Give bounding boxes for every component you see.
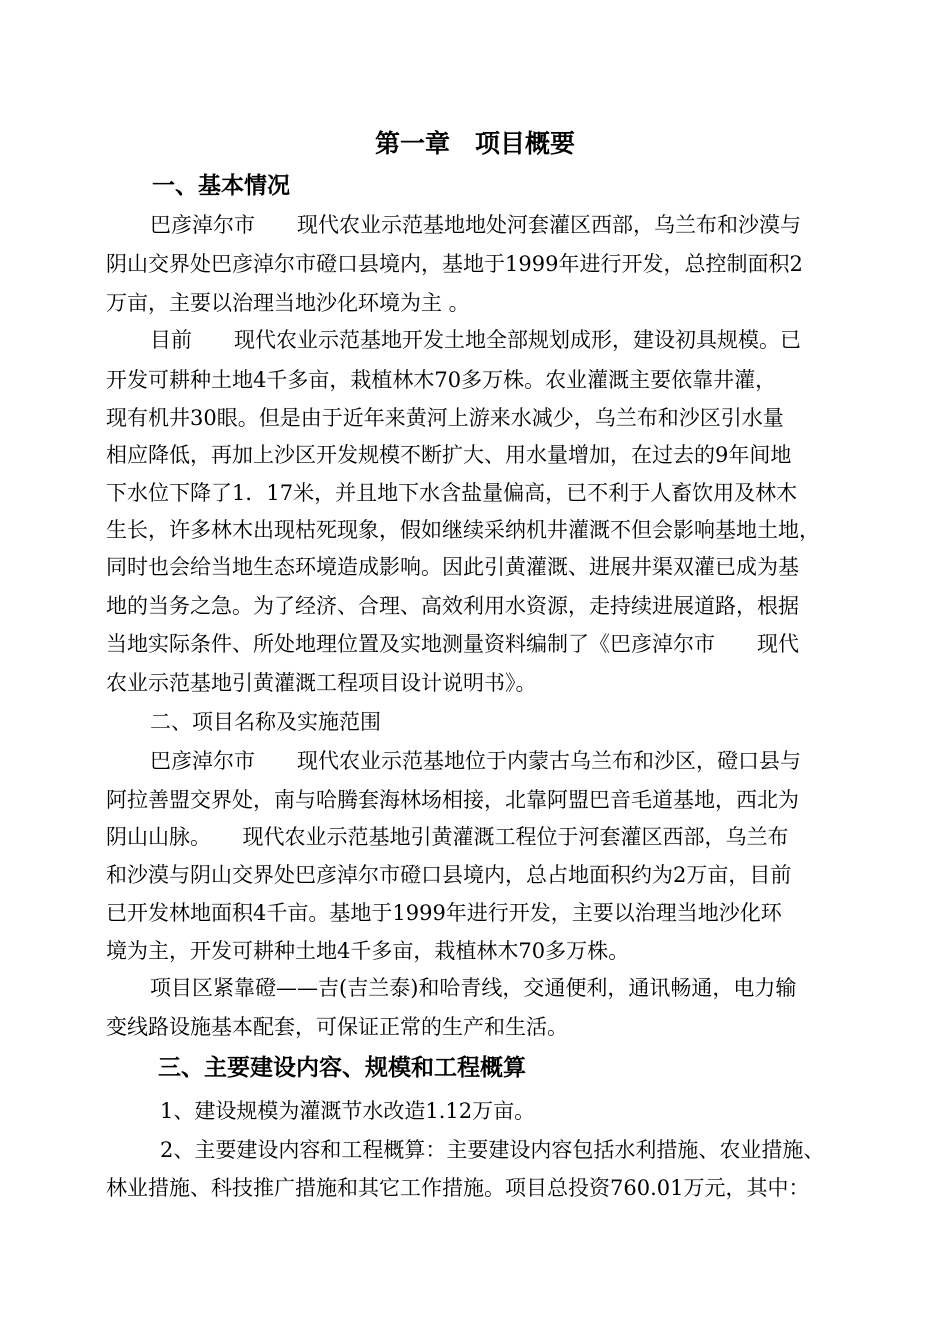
paragraph-line: 万亩，主要以治理当地沙化环境为主 。: [106, 291, 470, 315]
paragraph-line: 下水位下降了1．17米，并且地下水含盐量偏高，已不利于人畜饮用及林木: [106, 481, 798, 505]
paragraph-line: 已开发林地面积4千亩。基地于1999年进行开发，主要以治理当地沙化环: [106, 901, 782, 925]
paragraph-line: 境为主，开发可耕种土地4千多亩，栽植林木70多万株。: [106, 939, 630, 963]
paragraph-line: 项目区紧靠磴——吉(吉兰泰)和哈青线，交通便利，通讯畅通，电力输: [150, 976, 797, 1000]
paragraph-line: 巴彦淖尔市 现代农业示范基地位于内蒙古乌兰布和沙区，磴口县与: [150, 749, 801, 773]
paragraph-line: 阴山交界处巴彦淖尔市磴口县境内，基地于1999年进行开发，总控制面积2: [106, 252, 803, 276]
section-heading-basic-info: 一、基本情况: [152, 172, 290, 199]
paragraph-line: 同时也会给当地生态环境造成影响。因此引黄灌溉、进展井渠双灌已成为基: [106, 555, 799, 579]
paragraph-line: 生长，许多林木出现枯死现象，假如继续采纳机井灌溉不但会影响基地土地，: [106, 518, 820, 542]
paragraph-line: 开发可耕种土地4千多亩，栽植林木70多万株。农业灌溉主要依靠井灌，: [106, 368, 777, 392]
paragraph-line: 巴彦淖尔市 现代农业示范基地地处河套灌区西部，乌兰布和沙漠与: [150, 213, 801, 237]
paragraph-line: 当地实际条件、所处地理位置及实地测量资料编制了《巴彦淖尔市 现代: [106, 632, 799, 656]
paragraph-line: 相应降低，再加上沙区开发规模不断扩大、用水量增加，在过去的9年间地: [106, 443, 792, 467]
chapter-title: 第一章 项目概要: [374, 129, 575, 158]
paragraph-line: 农业示范基地引黄灌溉工程项目设计说明书》。: [106, 671, 537, 695]
paragraph-line: 变线路设施基本配套，可保证正常的生产和生活。: [106, 1015, 568, 1039]
paragraph-line: 林业措施、科技推广措施和其它工作措施。项目总投资760.01万元，其中：: [106, 1176, 810, 1200]
section-heading-construction: 三、主要建设内容、规模和工程概算: [158, 1054, 526, 1081]
paragraph-line: 阿拉善盟交界处，南与哈腾套海林场相接，北靠阿盟巴音毛道基地，西北为: [106, 788, 799, 812]
paragraph-line: 地的当务之急。为了经济、合理、高效利用水资源，走持续进展道路，根据: [106, 594, 799, 618]
paragraph-line: 阴山山脉。 现代农业示范基地引黄灌溉工程位于河套灌区西部，乌兰布: [106, 825, 789, 849]
paragraph-line: 和沙漠与阴山交界处巴彦淖尔市磴口县境内，总占地面积约为2万亩，目前: [106, 863, 792, 887]
paragraph-line: 目前 现代农业示范基地开发土地全部规划成形，建设初具规模。已: [150, 328, 801, 352]
section-heading-project-scope: 二、项目名称及实施范围: [150, 710, 381, 734]
paragraph-line: 现有机井30眼。但是由于近年来黄河上游来水减少，乌兰布和沙区引水量: [106, 406, 784, 430]
list-item: 1、建设规模为灌溉节水改造1.12万亩。: [160, 1099, 536, 1123]
list-item: 2、主要建设内容和工程概算：主要建设内容包括水利措施、农业措施、: [160, 1138, 825, 1162]
